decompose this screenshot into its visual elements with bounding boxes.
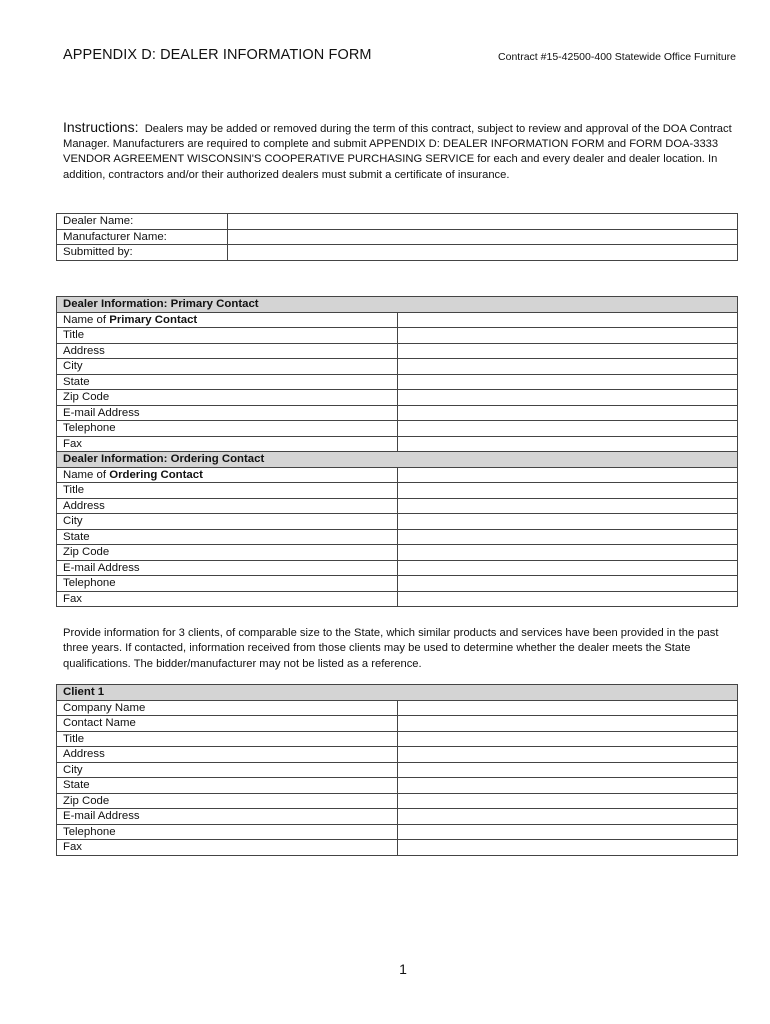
table-row (57, 229, 738, 245)
primary-telephone-field[interactable] (397, 421, 738, 437)
table-row (57, 731, 738, 747)
table-row (57, 576, 738, 592)
primary-email-field[interactable] (397, 405, 738, 421)
table-row (57, 591, 738, 607)
primary-contact-name-label (57, 312, 398, 328)
ordering-contact-name-label (57, 467, 398, 483)
primary-contact-heading: Dealer Information: Primary Contact (57, 297, 738, 313)
client-address-label: Address (57, 747, 398, 763)
primary-address-field[interactable] (397, 343, 738, 359)
ordering-telephone-field[interactable] (397, 576, 738, 592)
table-row (57, 498, 738, 514)
primary-state-label: State (57, 374, 398, 390)
client-1-table (56, 684, 738, 856)
instructions-body: Dealers may be added or removed during the term of this contract, subject to review and approval of the DOA Contract Manager. Manufacturers are required to complete and submit APPENDIX D: DEALER INFORMATION FORM and FORM DOA-3333 VENDOR AGREEMENT WISCONSIN'S COOPERATIVE PURCHASING SERVICE for each and every dealer and dealer location. In addition, contractors and/or their authorized dealers must submit a certificate of insurance. (63, 123, 732, 181)
client-company-label: Company Name (57, 700, 398, 716)
table-row (57, 421, 738, 437)
table-row (57, 809, 738, 825)
table-row (57, 762, 738, 778)
label-prefix: Name of (63, 313, 110, 326)
ordering-state-field[interactable] (397, 529, 738, 545)
client-contact-label: Contact Name (57, 716, 398, 732)
table-row (57, 374, 738, 390)
primary-telephone-label: Telephone (57, 421, 398, 437)
ordering-contact-heading: Dealer Information: Ordering Contact (57, 452, 738, 468)
table-row (57, 716, 738, 732)
client-email-label: E-mail Address (57, 809, 398, 825)
section-header-row (57, 297, 738, 313)
label-emphasis: Ordering Contact (109, 468, 203, 481)
submitted-by-field[interactable] (228, 245, 738, 261)
contract-number: Contract #15-42500-400 Statewide Office Furniture (498, 51, 736, 63)
submitted-by-label: Submitted by: (57, 245, 228, 261)
section-header-row (57, 452, 738, 468)
primary-address-label: Address (57, 343, 398, 359)
primary-contact-name-field[interactable] (397, 312, 738, 328)
client-contact-field[interactable] (397, 716, 738, 732)
table-row (57, 467, 738, 483)
ordering-email-label: E-mail Address (57, 560, 398, 576)
primary-title-field[interactable] (397, 328, 738, 344)
manufacturer-name-label: Manufacturer Name: (57, 229, 228, 245)
dealer-name-field[interactable] (228, 214, 738, 230)
form-title: APPENDIX D: DEALER INFORMATION FORM (63, 47, 372, 63)
instructions-lead: Instructions: (63, 119, 139, 135)
table-row (57, 529, 738, 545)
primary-state-field[interactable] (397, 374, 738, 390)
ordering-state-label: State (57, 529, 398, 545)
table-row (57, 328, 738, 344)
ordering-city-label: City (57, 514, 398, 530)
table-row (57, 405, 738, 421)
table-row (57, 840, 738, 856)
manufacturer-name-field[interactable] (228, 229, 738, 245)
primary-fax-label: Fax (57, 436, 398, 452)
section-header-row (57, 685, 738, 701)
label-emphasis: Primary Contact (109, 313, 198, 326)
primary-fax-field[interactable] (397, 436, 738, 452)
primary-zip-field[interactable] (397, 390, 738, 406)
table-row (57, 359, 738, 375)
client-email-field[interactable] (397, 809, 738, 825)
page-number: 1 (399, 961, 407, 977)
clients-instructions: Provide information for 3 clients, of comparable size to the State, which similar products and services have been provided in the past three years. If contacted, information received from those clients may be used to determine whether the dealer meets the State qualifications. The bidder/manufacturer may not be listed as a reference. (63, 627, 719, 670)
client-zip-field[interactable] (397, 793, 738, 809)
client-address-field[interactable] (397, 747, 738, 763)
client-telephone-label: Telephone (57, 824, 398, 840)
client-title-label: Title (57, 731, 398, 747)
client-state-field[interactable] (397, 778, 738, 794)
client-city-label: City (57, 762, 398, 778)
ordering-contact-name-field[interactable] (397, 467, 738, 483)
instructions-paragraph (63, 120, 743, 183)
table-row (57, 545, 738, 561)
ordering-zip-field[interactable] (397, 545, 738, 561)
client-fax-label: Fax (57, 840, 398, 856)
client-state-label: State (57, 778, 398, 794)
label-prefix: Name of (63, 468, 110, 481)
client-title-field[interactable] (397, 731, 738, 747)
ordering-fax-field[interactable] (397, 591, 738, 607)
table-row (57, 747, 738, 763)
client-city-field[interactable] (397, 762, 738, 778)
primary-city-label: City (57, 359, 398, 375)
ordering-city-field[interactable] (397, 514, 738, 530)
table-row (57, 343, 738, 359)
dealer-summary-table (56, 213, 738, 261)
primary-email-label: E-mail Address (57, 405, 398, 421)
ordering-fax-label: Fax (57, 591, 398, 607)
table-row (57, 793, 738, 809)
table-row (57, 390, 738, 406)
primary-zip-label: Zip Code (57, 390, 398, 406)
table-row (57, 700, 738, 716)
table-row (57, 824, 738, 840)
ordering-address-label: Address (57, 498, 398, 514)
primary-city-field[interactable] (397, 359, 738, 375)
table-row (57, 514, 738, 530)
table-row (57, 245, 738, 261)
table-row (57, 560, 738, 576)
table-row (57, 312, 738, 328)
client-1-heading: Client 1 (57, 685, 738, 701)
primary-title-label: Title (57, 328, 398, 344)
ordering-email-field[interactable] (397, 560, 738, 576)
dealer-name-label: Dealer Name: (57, 214, 228, 230)
table-row (57, 778, 738, 794)
ordering-telephone-label: Telephone (57, 576, 398, 592)
dealer-contacts-table (56, 296, 738, 607)
table-row (57, 436, 738, 452)
ordering-title-field[interactable] (397, 483, 738, 499)
client-fax-field[interactable] (397, 840, 738, 856)
table-row (57, 214, 738, 230)
table-row (57, 483, 738, 499)
client-company-field[interactable] (397, 700, 738, 716)
client-telephone-field[interactable] (397, 824, 738, 840)
client-zip-label: Zip Code (57, 793, 398, 809)
ordering-zip-label: Zip Code (57, 545, 398, 561)
ordering-title-label: Title (57, 483, 398, 499)
ordering-address-field[interactable] (397, 498, 738, 514)
